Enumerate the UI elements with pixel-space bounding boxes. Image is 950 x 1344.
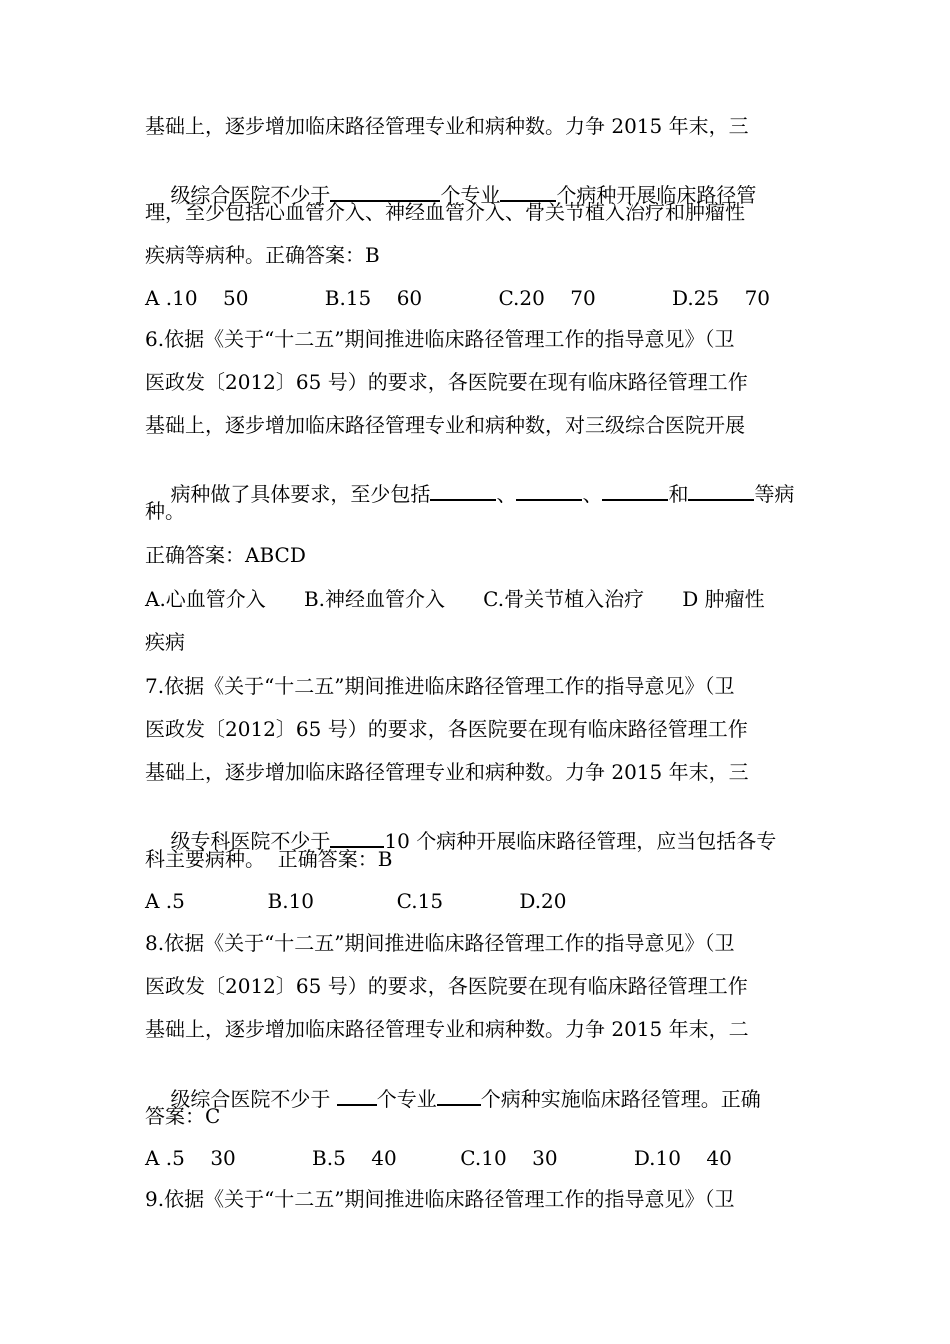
question-line: 9.依据《关于“十二五”期间推进临床路径管理工作的指导意见》（卫 [145,1187,735,1211]
options-line: A .5 30 B.5 40 C.10 30 D.10 40 [145,1146,732,1170]
text-segment: 、 [582,482,603,506]
text-line: 基础上，逐步增加临床路径管理专业和病种数，对三级综合医院开展 [145,413,745,437]
text-line: 基础上，逐步增加临床路径管理专业和病种数。力争 2015 年末，二 [145,1017,749,1041]
answer-blank [688,481,754,501]
text-segment: 个专业 [440,183,501,207]
question-line: 6.依据《关于“十二五”期间推进临床路径管理工作的指导意见》（卫 [145,327,735,351]
text-line: 医政发〔2012〕65 号）的要求，各医院要在现有临床路径管理工作 [145,717,748,741]
answer-blank [337,1086,377,1106]
answer-line: 答案：C [145,1104,221,1128]
text-line: 疾病 [145,630,185,654]
text-segment: 等病 [754,482,795,506]
text-line: 基础上，逐步增加临床路径管理专业和病种数。力争 2015 年末，三 [145,114,749,138]
text-segment: 和 [668,482,689,506]
options-line: A .5 B.10 C.15 D.20 [145,889,567,913]
question-line: 8.依据《关于“十二五”期间推进临床路径管理工作的指导意见》（卫 [145,931,735,955]
fill-blank-line [145,455,795,506]
options-line: A .10 50 B.15 60 C.20 70 D.25 70 [145,286,771,310]
text-segment: 级综合医院不少于 [170,183,331,207]
text-line: 种。 [145,499,185,523]
text-line: 基础上，逐步增加临床路径管理专业和病种数。力争 2015 年末，三 [145,760,749,784]
text-segment: 病种做了具体要求，至少包括 [170,482,431,506]
fill-blank-line [145,1060,761,1111]
fill-blank-line [145,156,757,207]
question-line: 7.依据《关于“十二五”期间推进临床路径管理工作的指导意见》（卫 [145,674,735,698]
text-segment: 级综合医院不少于 [170,1087,337,1111]
text-line: 医政发〔2012〕65 号）的要求，各医院要在现有临床路径管理工作 [145,974,748,998]
fill-blank-line [145,802,777,853]
answer-blank [602,481,668,501]
options-line: A.心血管介入 B.神经血管介入 C.骨关节植入治疗 D 肿瘤性 [145,587,765,611]
text-segment: 10 个病种开展临床路径管理，应当包括各专 [384,829,777,853]
text-segment: 个病种开展临床路径管 [556,183,757,207]
text-segment: 个病种实施临床路径管理。正确 [480,1087,761,1111]
text-segment: 、 [496,482,517,506]
text-line: 医政发〔2012〕65 号）的要求，各医院要在现有临床路径管理工作 [145,370,748,394]
answer-blank [330,828,384,848]
answer-blank [437,1086,481,1106]
text-segment: 级专科医院不少于 [170,829,331,853]
text-segment: 个专业 [376,1087,437,1111]
text-line: 疾病等病种。正确答案：B [145,243,380,267]
answer-line: 正确答案：ABCD [145,543,306,567]
answer-blank [516,481,582,501]
text-line: 科主要病种。 正确答案：B [145,847,393,871]
answer-blank [430,481,496,501]
text-line: 理，至少包括心血管介入、神经血管介入、骨关节植入治疗和肿瘤性 [145,200,745,224]
